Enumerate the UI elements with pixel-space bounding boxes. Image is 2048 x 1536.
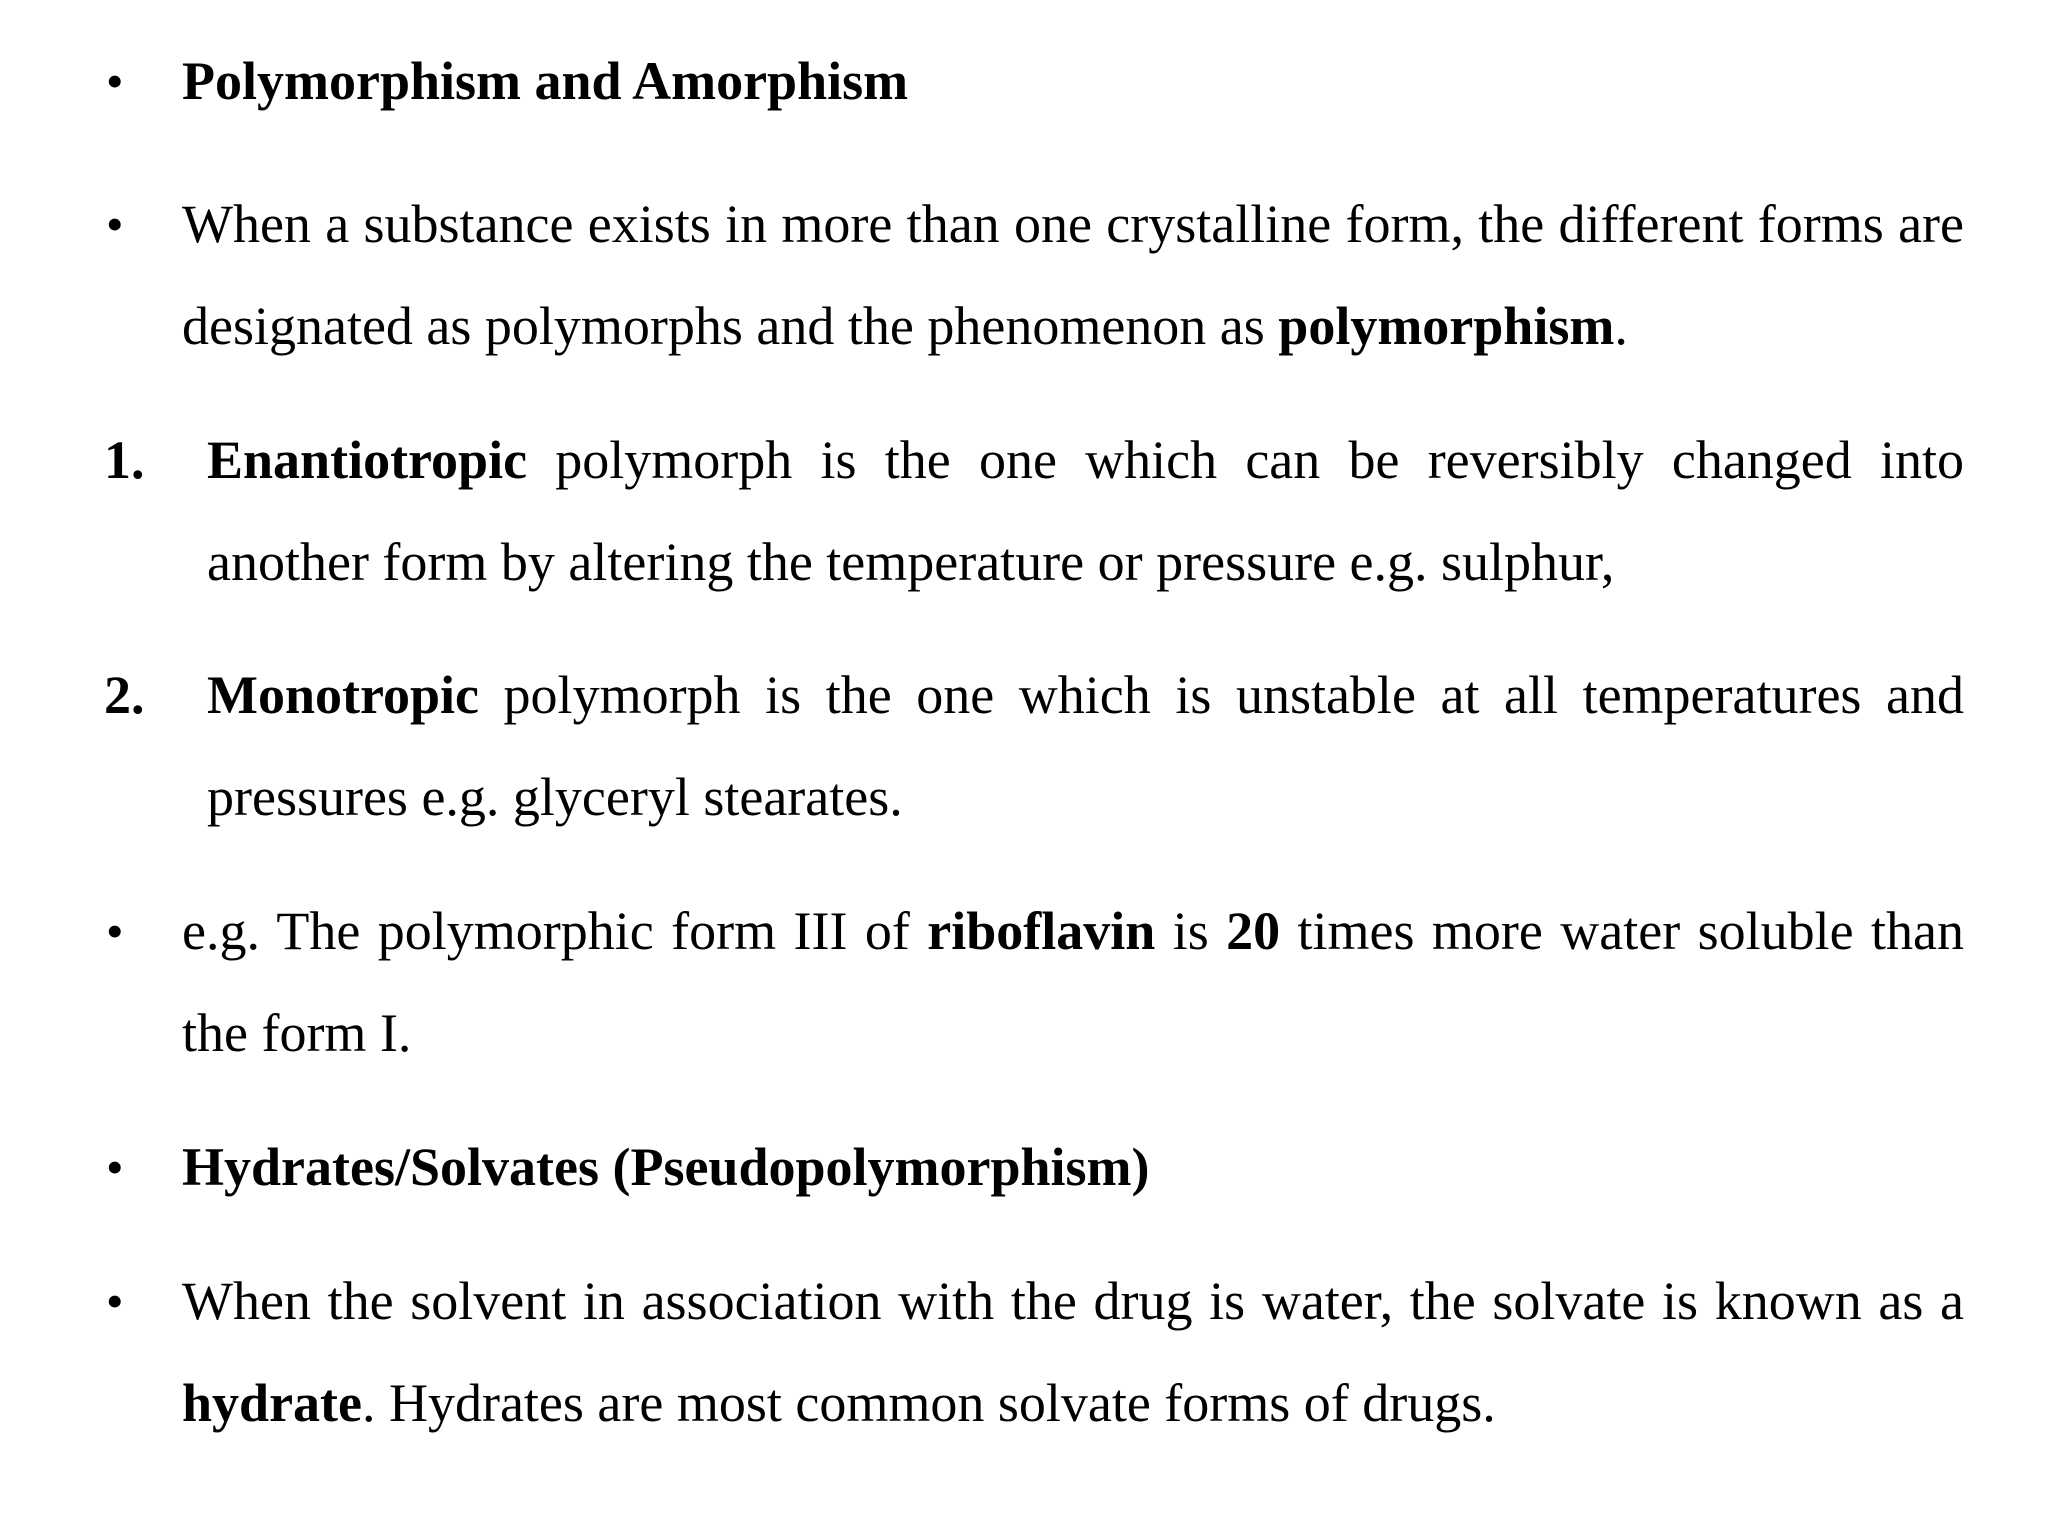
bullet-marker: • (106, 53, 124, 109)
text-run: polymorph is the one which can be reversibly changed into another form by altering the temperature or pressure e.g. sulphur, (207, 430, 1964, 592)
bold-term-polymorphism: polymorphism (1278, 296, 1615, 356)
bold-number-20: 20 (1226, 901, 1281, 961)
paragraph-monotropic (207, 644, 1964, 848)
list-number: 1. (104, 430, 145, 490)
section-heading-polymorphism: Polymorphism and Amorphism (182, 51, 909, 111)
bullet-marker: • (106, 1139, 124, 1195)
text-run: is (1155, 901, 1227, 961)
bold-term-monotropic: Monotropic (207, 665, 479, 725)
bullet-marker: • (106, 903, 124, 959)
bold-term-hydrate: hydrate (182, 1373, 362, 1433)
text-run: e.g. The polymorphic form III of (182, 901, 928, 961)
text-run: . Hydrates are most common solvate forms of drugs. (361, 1373, 1496, 1433)
text-run: When a substance exists in more than one crystalline form, the different forms are designated as polymorphs and the phenomenon as (182, 194, 1964, 356)
paragraph-enantiotropic (207, 409, 1964, 613)
bullet-marker: • (106, 196, 124, 252)
paragraph-polymorph-definition (182, 173, 1964, 377)
text-run: When the solvent in association with the drug is water, the solvate is known as a (182, 1271, 1964, 1331)
text-run: . (1614, 296, 1628, 356)
bullet-marker: • (106, 1273, 124, 1329)
text-run: polymorph is the one which is unstable at all temperatures and pressures e.g. glyceryl stearates. (207, 665, 1964, 827)
list-number: 2. (104, 665, 145, 725)
paragraph-riboflavin-example (182, 880, 1964, 1084)
text-run: times more water soluble than the form I. (182, 901, 1964, 1063)
bold-term-riboflavin: riboflavin (927, 901, 1156, 961)
bold-term-enantiotropic: Enantiotropic (207, 430, 528, 490)
paragraph-hydrate-definition (182, 1250, 1964, 1454)
section-heading-hydrates: Hydrates/Solvates (Pseudopolymorphism) (182, 1137, 1150, 1197)
